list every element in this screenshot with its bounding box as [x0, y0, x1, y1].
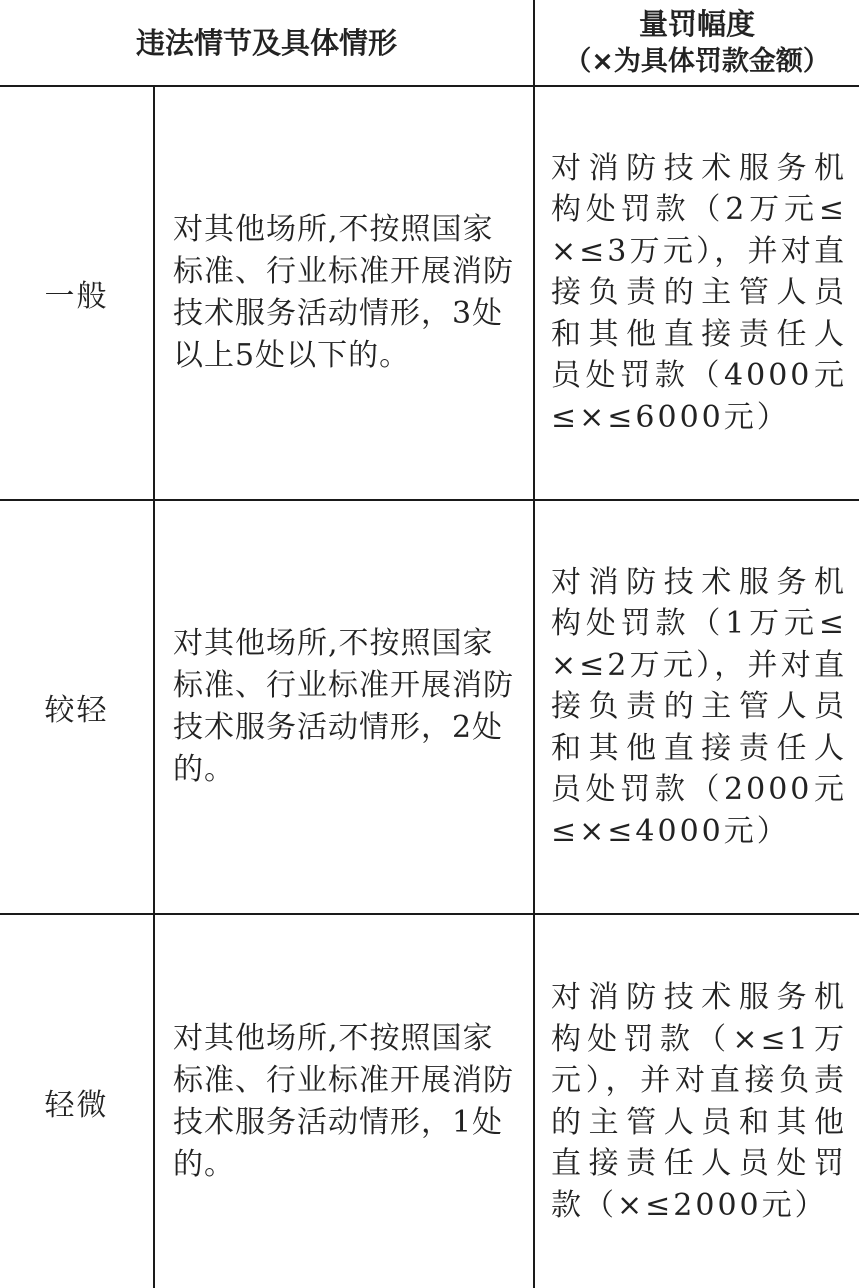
severity-level: 一般: [0, 86, 154, 500]
severity-level: 轻微: [0, 914, 154, 1288]
header-penalty-title: 量罚幅度: [639, 6, 756, 41]
header-penalty-range: [534, 0, 859, 86]
violation-description: 对其他场所,不按照国家标准、行业标准开展消防技术服务活动情形，2处的。: [154, 500, 534, 914]
violation-description: 对其他场所,不按照国家标准、行业标准开展消防技术服务活动情形，1处的。: [154, 914, 534, 1288]
violation-description: 对其他场所,不按照国家标准、行业标准开展消防技术服务活动情形，3处以上5处以下的。: [154, 86, 534, 500]
table-row: [0, 86, 859, 500]
severity-level: 较轻: [0, 500, 154, 914]
penalty-amount: 对消防技术服务机构处罚款（×≤1万元），并对直接负责的主管人员和其他直接责任人员处罚款（×≤2000元）: [534, 914, 859, 1288]
header-row: [0, 0, 859, 86]
penalty-amount: 对消防技术服务机构处罚款（2万元≤×≤3万元），并对直接负责的主管人员和其他直接责任人员处罚款（4000元≤×≤6000元）: [534, 86, 859, 500]
table-row: [0, 500, 859, 914]
penalty-amount: 对消防技术服务机构处罚款（1万元≤×≤2万元），并对直接负责的主管人员和其他直接责任人员处罚款（2000元≤×≤4000元）: [534, 500, 859, 914]
header-penalty-note: （×为具体罚款金额）: [564, 45, 830, 77]
header-violation-circumstances: 违法情节及具体情形: [0, 0, 534, 86]
table-row: [0, 914, 859, 1288]
